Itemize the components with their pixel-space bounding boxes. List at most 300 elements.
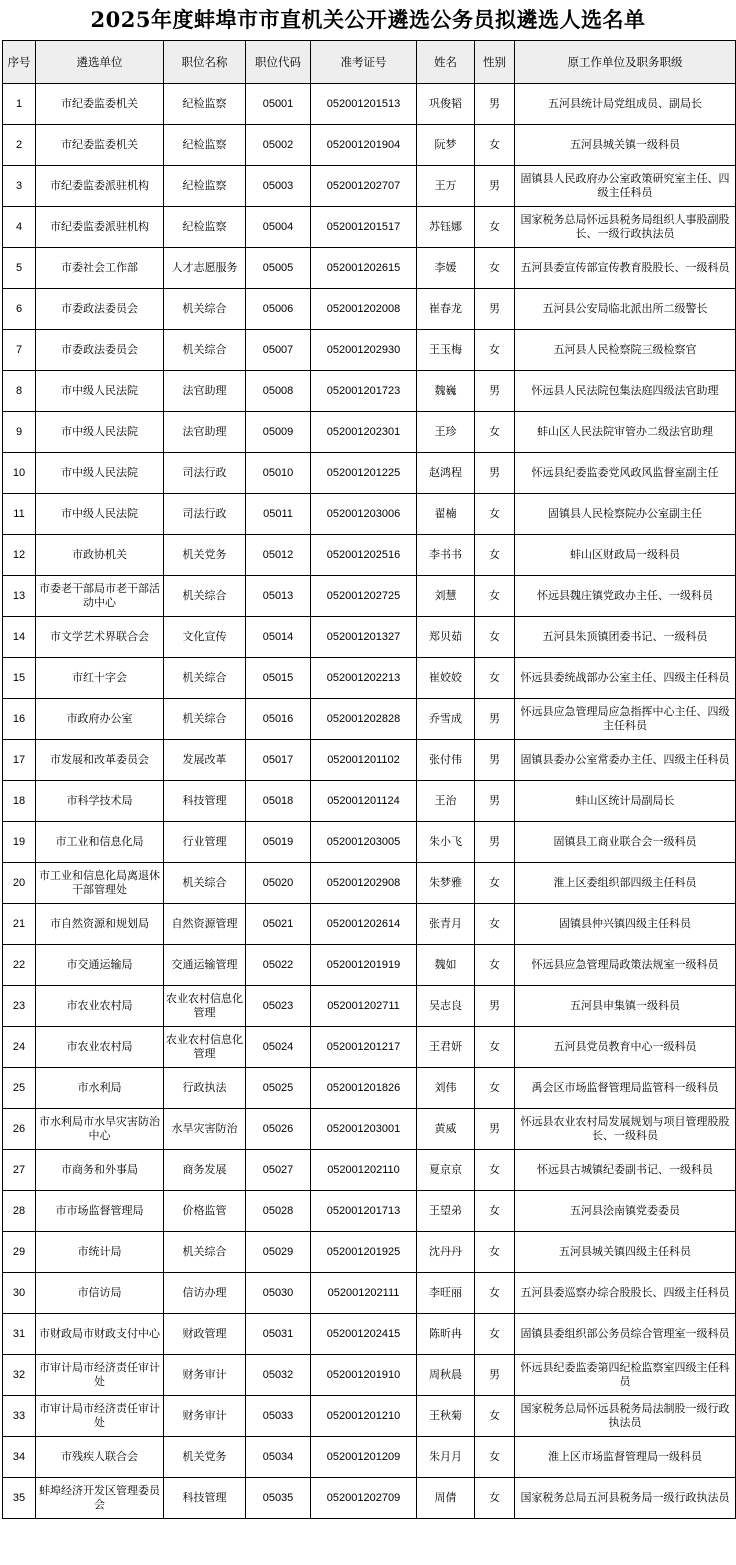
cell-position: 机关综合 — [164, 576, 246, 617]
cell-position: 发展改革 — [164, 740, 246, 781]
cell-position: 科技管理 — [164, 781, 246, 822]
cell-code: 05017 — [246, 740, 311, 781]
cell-name: 吴志良 — [417, 986, 475, 1027]
table-row — [3, 617, 736, 658]
cell-gender: 男 — [475, 1355, 515, 1396]
cell-position: 文化宣传 — [164, 617, 246, 658]
cell-unit: 市中级人民法院 — [36, 453, 164, 494]
cell-gender: 男 — [475, 289, 515, 330]
cell-position: 农业农村信息化管理 — [164, 986, 246, 1027]
cell-gender: 女 — [475, 1191, 515, 1232]
table-row — [3, 412, 736, 453]
cell-exam-id: 052001203006 — [311, 494, 417, 535]
cell-original-post: 五河县城关镇一级科员 — [515, 125, 736, 166]
cell-unit: 市财政局市财政支付中心 — [36, 1314, 164, 1355]
cell-unit: 市中级人民法院 — [36, 371, 164, 412]
cell-code: 05026 — [246, 1109, 311, 1150]
cell-unit: 市文学艺术界联合会 — [36, 617, 164, 658]
table-row — [3, 494, 736, 535]
cell-gender: 女 — [475, 617, 515, 658]
cell-gender: 女 — [475, 1437, 515, 1478]
cell-exam-id: 052001202301 — [311, 412, 417, 453]
table-row — [3, 207, 736, 248]
cell-index: 22 — [3, 945, 36, 986]
cell-index: 29 — [3, 1232, 36, 1273]
cell-original-post: 五河县城关镇四级主任科员 — [515, 1232, 736, 1273]
table-row — [3, 1355, 736, 1396]
cell-code: 05011 — [246, 494, 311, 535]
header-row — [3, 41, 736, 84]
cell-original-post: 淮上区市场监督管理局一级科员 — [515, 1437, 736, 1478]
table-row — [3, 658, 736, 699]
cell-original-post: 怀远县纪委监委党风政风监督室副主任 — [515, 453, 736, 494]
table-row — [3, 1232, 736, 1273]
cell-original-post: 五河县浍南镇党委委员 — [515, 1191, 736, 1232]
cell-code: 05001 — [246, 84, 311, 125]
table-row — [3, 535, 736, 576]
cell-index: 10 — [3, 453, 36, 494]
cell-name: 王万 — [417, 166, 475, 207]
cell-index: 9 — [3, 412, 36, 453]
cell-code: 05027 — [246, 1150, 311, 1191]
cell-gender: 女 — [475, 330, 515, 371]
cell-index: 17 — [3, 740, 36, 781]
cell-position: 机关综合 — [164, 699, 246, 740]
cell-index: 34 — [3, 1437, 36, 1478]
cell-name: 王秋菊 — [417, 1396, 475, 1437]
cell-code: 05023 — [246, 986, 311, 1027]
cell-unit: 市纪委监委派驻机构 — [36, 207, 164, 248]
table-row — [3, 1437, 736, 1478]
cell-gender: 女 — [475, 904, 515, 945]
cell-name: 黄威 — [417, 1109, 475, 1150]
cell-name: 王玉梅 — [417, 330, 475, 371]
cell-original-post: 五河县统计局党组成员、副局长 — [515, 84, 736, 125]
cell-name: 魏如 — [417, 945, 475, 986]
cell-gender: 女 — [475, 1232, 515, 1273]
table-row — [3, 330, 736, 371]
table-row — [3, 863, 736, 904]
cell-name: 王治 — [417, 781, 475, 822]
cell-unit: 市农业农村局 — [36, 1027, 164, 1068]
cell-position: 司法行政 — [164, 494, 246, 535]
cell-exam-id: 052001201517 — [311, 207, 417, 248]
cell-position: 机关综合 — [164, 863, 246, 904]
table-row — [3, 1478, 736, 1519]
cell-unit: 市工业和信息化局 — [36, 822, 164, 863]
cell-original-post: 固镇县工商业联合会一级科员 — [515, 822, 736, 863]
cell-exam-id: 052001201713 — [311, 1191, 417, 1232]
cell-unit: 市工业和信息化局离退休干部管理处 — [36, 863, 164, 904]
table-row — [3, 1191, 736, 1232]
cell-code: 05034 — [246, 1437, 311, 1478]
cell-unit: 市委政法委员会 — [36, 330, 164, 371]
cell-position: 交通运输管理 — [164, 945, 246, 986]
cell-code: 05024 — [246, 1027, 311, 1068]
cell-original-post: 固镇县人民政府办公室政策研究室主任、四级主任科员 — [515, 166, 736, 207]
cell-gender: 男 — [475, 1109, 515, 1150]
table-row — [3, 904, 736, 945]
cell-unit: 市发展和改革委员会 — [36, 740, 164, 781]
cell-exam-id: 052001201124 — [311, 781, 417, 822]
col-header-exam-id: 准考证号 — [311, 41, 417, 84]
cell-exam-id: 052001202615 — [311, 248, 417, 289]
cell-gender: 女 — [475, 863, 515, 904]
cell-unit: 市自然资源和规划局 — [36, 904, 164, 945]
table-row — [3, 781, 736, 822]
cell-position: 财政管理 — [164, 1314, 246, 1355]
cell-exam-id: 052001201225 — [311, 453, 417, 494]
cell-index: 20 — [3, 863, 36, 904]
cell-index: 6 — [3, 289, 36, 330]
cell-code: 05012 — [246, 535, 311, 576]
cell-code: 05030 — [246, 1273, 311, 1314]
cell-position: 法官助理 — [164, 371, 246, 412]
cell-code: 05009 — [246, 412, 311, 453]
cell-gender: 女 — [475, 945, 515, 986]
cell-exam-id: 052001202828 — [311, 699, 417, 740]
cell-position: 机关党务 — [164, 1437, 246, 1478]
table-row — [3, 248, 736, 289]
cell-code: 05019 — [246, 822, 311, 863]
cell-unit: 蚌埠经济开发区管理委员会 — [36, 1478, 164, 1519]
cell-unit: 市中级人民法院 — [36, 412, 164, 453]
cell-code: 05010 — [246, 453, 311, 494]
cell-index: 2 — [3, 125, 36, 166]
col-header-index: 序号 — [3, 41, 36, 84]
cell-exam-id: 052001202711 — [311, 986, 417, 1027]
cell-exam-id: 052001202614 — [311, 904, 417, 945]
cell-index: 25 — [3, 1068, 36, 1109]
cell-original-post: 五河县党员教育中心一级科员 — [515, 1027, 736, 1068]
cell-index: 28 — [3, 1191, 36, 1232]
cell-exam-id: 052001202110 — [311, 1150, 417, 1191]
cell-name: 郑贝茹 — [417, 617, 475, 658]
cell-position: 纪检监察 — [164, 166, 246, 207]
cell-exam-id: 052001201904 — [311, 125, 417, 166]
table-row — [3, 125, 736, 166]
cell-unit: 市科学技术局 — [36, 781, 164, 822]
col-header-name: 姓名 — [417, 41, 475, 84]
cell-name: 夏京京 — [417, 1150, 475, 1191]
cell-code: 05016 — [246, 699, 311, 740]
cell-index: 15 — [3, 658, 36, 699]
cell-gender: 男 — [475, 453, 515, 494]
cell-gender: 男 — [475, 699, 515, 740]
cell-unit: 市交通运输局 — [36, 945, 164, 986]
cell-index: 32 — [3, 1355, 36, 1396]
cell-exam-id: 052001201209 — [311, 1437, 417, 1478]
cell-exam-id: 052001202725 — [311, 576, 417, 617]
cell-name: 周倩 — [417, 1478, 475, 1519]
cell-position: 科技管理 — [164, 1478, 246, 1519]
cell-index: 8 — [3, 371, 36, 412]
cell-index: 33 — [3, 1396, 36, 1437]
cell-code: 05025 — [246, 1068, 311, 1109]
table-row — [3, 1150, 736, 1191]
cell-original-post: 怀远县农业农村局发展规划与项目管理股股长、一级科员 — [515, 1109, 736, 1150]
cell-original-post: 蚌山区人民法院审管办二级法官助理 — [515, 412, 736, 453]
cell-original-post: 五河县公安局临北派出所二级警长 — [515, 289, 736, 330]
cell-gender: 男 — [475, 822, 515, 863]
cell-position: 法官助理 — [164, 412, 246, 453]
cell-exam-id: 052001201910 — [311, 1355, 417, 1396]
cell-original-post: 五河县委宣传部宣传教育股股长、一级科员 — [515, 248, 736, 289]
cell-original-post: 怀远县应急管理局政策法规室一级科员 — [515, 945, 736, 986]
page-title: 2025年度蚌埠市市直机关公开遴选公务员拟遴选人选名单 — [90, 7, 646, 32]
cell-exam-id: 052001201210 — [311, 1396, 417, 1437]
cell-exam-id: 052001201925 — [311, 1232, 417, 1273]
cell-position: 农业农村信息化管理 — [164, 1027, 246, 1068]
cell-original-post: 怀远县纪委监委第四纪检监察室四级主任科员 — [515, 1355, 736, 1396]
cell-original-post: 怀远县古城镇纪委副书记、一级科员 — [515, 1150, 736, 1191]
cell-unit: 市纪委监委派驻机构 — [36, 166, 164, 207]
cell-unit: 市统计局 — [36, 1232, 164, 1273]
cell-code: 05020 — [246, 863, 311, 904]
cell-exam-id: 052001201327 — [311, 617, 417, 658]
cell-gender: 男 — [475, 740, 515, 781]
cell-exam-id: 052001203005 — [311, 822, 417, 863]
cell-code: 05004 — [246, 207, 311, 248]
table-row — [3, 1273, 736, 1314]
table-row — [3, 1396, 736, 1437]
cell-name: 朱梦雅 — [417, 863, 475, 904]
cell-gender: 女 — [475, 1027, 515, 1068]
table-row — [3, 1068, 736, 1109]
cell-position: 机关综合 — [164, 1232, 246, 1273]
cell-unit: 市政协机关 — [36, 535, 164, 576]
cell-name: 李书书 — [417, 535, 475, 576]
cell-exam-id: 052001201217 — [311, 1027, 417, 1068]
cell-unit: 市水利局 — [36, 1068, 164, 1109]
cell-index: 35 — [3, 1478, 36, 1519]
cell-original-post: 五河县委巡察办综合股股长、四级主任科员 — [515, 1273, 736, 1314]
cell-original-post: 禹会区市场监督管理局监管科一级科员 — [515, 1068, 736, 1109]
cell-index: 14 — [3, 617, 36, 658]
cell-gender: 女 — [475, 658, 515, 699]
cell-code: 05015 — [246, 658, 311, 699]
cell-unit: 市审计局市经济责任审计处 — [36, 1396, 164, 1437]
cell-exam-id: 052001202008 — [311, 289, 417, 330]
cell-position: 自然资源管理 — [164, 904, 246, 945]
col-header-original-post: 原工作单位及职务职级 — [515, 41, 736, 84]
cell-index: 7 — [3, 330, 36, 371]
cell-position: 行业管理 — [164, 822, 246, 863]
cell-position: 行政执法 — [164, 1068, 246, 1109]
cell-unit: 市商务和外事局 — [36, 1150, 164, 1191]
cell-gender: 女 — [475, 1150, 515, 1191]
cell-gender: 男 — [475, 986, 515, 1027]
cell-index: 13 — [3, 576, 36, 617]
cell-code: 05014 — [246, 617, 311, 658]
cell-gender: 女 — [475, 248, 515, 289]
cell-original-post: 五河县人民检察院三级检察官 — [515, 330, 736, 371]
cell-unit: 市中级人民法院 — [36, 494, 164, 535]
cell-name: 魏巍 — [417, 371, 475, 412]
table-row — [3, 166, 736, 207]
cell-code: 05006 — [246, 289, 311, 330]
cell-code: 05008 — [246, 371, 311, 412]
table-row — [3, 576, 736, 617]
cell-index: 26 — [3, 1109, 36, 1150]
table-row — [3, 1109, 736, 1150]
cell-unit: 市水利局市水旱灾害防治中心 — [36, 1109, 164, 1150]
cell-original-post: 固镇县人民检察院办公室副主任 — [515, 494, 736, 535]
cell-index: 12 — [3, 535, 36, 576]
table-row — [3, 289, 736, 330]
cell-name: 王君妍 — [417, 1027, 475, 1068]
cell-name: 朱月月 — [417, 1437, 475, 1478]
cell-name: 刘伟 — [417, 1068, 475, 1109]
cell-position: 水旱灾害防治 — [164, 1109, 246, 1150]
cell-index: 4 — [3, 207, 36, 248]
cell-original-post: 五河县申集镇一级科员 — [515, 986, 736, 1027]
cell-position: 机关综合 — [164, 658, 246, 699]
cell-name: 崔春龙 — [417, 289, 475, 330]
cell-code: 05018 — [246, 781, 311, 822]
cell-unit: 市市场监督管理局 — [36, 1191, 164, 1232]
cell-name: 刘慧 — [417, 576, 475, 617]
cell-gender: 男 — [475, 371, 515, 412]
cell-unit: 市审计局市经济责任审计处 — [36, 1355, 164, 1396]
cell-gender: 男 — [475, 781, 515, 822]
cell-gender: 女 — [475, 125, 515, 166]
cell-name: 张青月 — [417, 904, 475, 945]
cell-name: 李旺丽 — [417, 1273, 475, 1314]
cell-gender: 女 — [475, 1068, 515, 1109]
cell-unit: 市委老干部局市老干部活动中心 — [36, 576, 164, 617]
col-header-unit: 遴选单位 — [36, 41, 164, 84]
cell-index: 23 — [3, 986, 36, 1027]
cell-exam-id: 052001201723 — [311, 371, 417, 412]
cell-original-post: 怀远县委统战部办公室主任、四级主任科员 — [515, 658, 736, 699]
table-row — [3, 1027, 736, 1068]
cell-code: 05005 — [246, 248, 311, 289]
cell-name: 赵鸿程 — [417, 453, 475, 494]
table-row — [3, 699, 736, 740]
cell-code: 05033 — [246, 1396, 311, 1437]
cell-name: 翟楠 — [417, 494, 475, 535]
cell-exam-id: 052001201919 — [311, 945, 417, 986]
cell-position: 机关综合 — [164, 330, 246, 371]
cell-position: 商务发展 — [164, 1150, 246, 1191]
cell-exam-id: 052001202516 — [311, 535, 417, 576]
cell-original-post: 固镇县委组织部公务员综合管理室一级科员 — [515, 1314, 736, 1355]
cell-position: 人才志愿服务 — [164, 248, 246, 289]
cell-original-post: 蚌山区统计局副局长 — [515, 781, 736, 822]
cell-code: 05035 — [246, 1478, 311, 1519]
candidate-table — [2, 40, 736, 1519]
cell-unit: 市委社会工作部 — [36, 248, 164, 289]
cell-name: 王珍 — [417, 412, 475, 453]
cell-exam-id: 052001202908 — [311, 863, 417, 904]
cell-original-post: 五河县朱顶镇团委书记、一级科员 — [515, 617, 736, 658]
cell-position: 信访办理 — [164, 1273, 246, 1314]
cell-unit: 市信访局 — [36, 1273, 164, 1314]
table-row — [3, 740, 736, 781]
cell-original-post: 淮上区委组织部四级主任科员 — [515, 863, 736, 904]
cell-name: 张付伟 — [417, 740, 475, 781]
cell-index: 11 — [3, 494, 36, 535]
cell-original-post: 怀远县魏庄镇党政办主任、一级科员 — [515, 576, 736, 617]
cell-gender: 女 — [475, 494, 515, 535]
cell-gender: 女 — [475, 1314, 515, 1355]
cell-original-post: 国家税务总局怀远县税务局法制股一级行政执法员 — [515, 1396, 736, 1437]
cell-index: 31 — [3, 1314, 36, 1355]
cell-code: 05021 — [246, 904, 311, 945]
cell-position: 价格监管 — [164, 1191, 246, 1232]
cell-original-post: 怀远县应急管理局应急指挥中心主任、四级主任科员 — [515, 699, 736, 740]
cell-index: 3 — [3, 166, 36, 207]
cell-exam-id: 052001201826 — [311, 1068, 417, 1109]
cell-gender: 男 — [475, 84, 515, 125]
cell-gender: 女 — [475, 1478, 515, 1519]
cell-gender: 女 — [475, 1396, 515, 1437]
cell-exam-id: 052001202709 — [311, 1478, 417, 1519]
cell-unit: 市政府办公室 — [36, 699, 164, 740]
cell-gender: 女 — [475, 207, 515, 248]
cell-name: 周秋晨 — [417, 1355, 475, 1396]
cell-code: 05007 — [246, 330, 311, 371]
cell-name: 崔姣姣 — [417, 658, 475, 699]
cell-position: 财务审计 — [164, 1396, 246, 1437]
cell-name: 阮梦 — [417, 125, 475, 166]
cell-original-post: 国家税务总局五河县税务局一级行政执法员 — [515, 1478, 736, 1519]
cell-unit: 市红十字会 — [36, 658, 164, 699]
cell-code: 05028 — [246, 1191, 311, 1232]
cell-code: 05029 — [246, 1232, 311, 1273]
cell-gender: 男 — [475, 166, 515, 207]
cell-gender: 女 — [475, 1273, 515, 1314]
cell-name: 朱小飞 — [417, 822, 475, 863]
cell-code: 05002 — [246, 125, 311, 166]
col-header-position: 职位名称 — [164, 41, 246, 84]
cell-name: 苏钰娜 — [417, 207, 475, 248]
cell-exam-id: 052001203001 — [311, 1109, 417, 1150]
table-row — [3, 453, 736, 494]
cell-index: 30 — [3, 1273, 36, 1314]
cell-gender: 女 — [475, 576, 515, 617]
cell-index: 21 — [3, 904, 36, 945]
cell-gender: 女 — [475, 412, 515, 453]
cell-exam-id: 052001202930 — [311, 330, 417, 371]
cell-original-post: 国家税务总局怀远县税务局组织人事股副股长、一级行政执法员 — [515, 207, 736, 248]
cell-original-post: 固镇县委办公室常委办主任、四级主任科员 — [515, 740, 736, 781]
table-row — [3, 371, 736, 412]
cell-position: 纪检监察 — [164, 207, 246, 248]
col-header-gender: 性别 — [475, 41, 515, 84]
cell-original-post: 蚌山区财政局一级科员 — [515, 535, 736, 576]
cell-name: 李媛 — [417, 248, 475, 289]
cell-index: 24 — [3, 1027, 36, 1068]
cell-gender: 女 — [475, 535, 515, 576]
cell-index: 27 — [3, 1150, 36, 1191]
cell-exam-id: 052001202213 — [311, 658, 417, 699]
cell-code: 05032 — [246, 1355, 311, 1396]
cell-name: 王望弟 — [417, 1191, 475, 1232]
table-row — [3, 945, 736, 986]
cell-code: 05022 — [246, 945, 311, 986]
cell-unit: 市残疾人联合会 — [36, 1437, 164, 1478]
cell-position: 纪检监察 — [164, 125, 246, 166]
table-row — [3, 84, 736, 125]
table-row — [3, 986, 736, 1027]
cell-unit: 市纪委监委机关 — [36, 84, 164, 125]
cell-unit: 市委政法委员会 — [36, 289, 164, 330]
cell-index: 18 — [3, 781, 36, 822]
cell-position: 机关综合 — [164, 289, 246, 330]
cell-name: 沈丹丹 — [417, 1232, 475, 1273]
